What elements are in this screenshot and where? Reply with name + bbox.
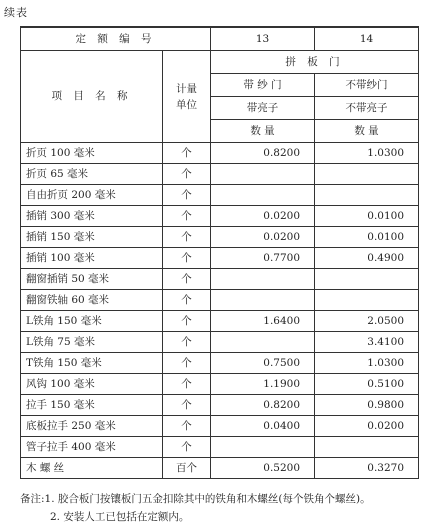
table-row (21, 374, 419, 395)
row-item-name: L铁角 75 毫米 (21, 332, 163, 353)
row-value-14 (315, 290, 419, 311)
row-unit: 百个 (163, 458, 211, 479)
row-value-13: 0.5200 (211, 458, 315, 479)
row-item-name: 翻窗铁轴 60 毫米 (21, 290, 163, 311)
row-value-14 (315, 269, 419, 290)
table-row (21, 269, 419, 290)
col14-quantity-label: 数 量 (315, 120, 419, 143)
row-item-name: L铁角 150 毫米 (21, 311, 163, 332)
table-row (21, 248, 419, 269)
table-row (21, 437, 419, 458)
quota-number-13: 13 (211, 27, 315, 51)
table-row (21, 416, 419, 437)
row-item-name: 插销 150 毫米 (21, 227, 163, 248)
row-unit: 个 (163, 311, 211, 332)
continued-label: 续表 (4, 6, 28, 19)
note-1: 备注:1. 胶合板门按镶板门五金扣除其中的铁角和木螺丝(每个铁角个螺丝)。 (20, 493, 371, 505)
col13-screen-door: 带 纱 门 (211, 74, 315, 97)
row-value-14: 0.5100 (315, 374, 419, 395)
row-item-name: 折页 65 毫米 (21, 164, 163, 185)
row-item-name: 拉手 150 毫米 (21, 395, 163, 416)
group-header-row (21, 51, 419, 74)
col13-quantity-label: 数 量 (211, 120, 315, 143)
row-value-14: 0.0100 (315, 227, 419, 248)
row-unit: 个 (163, 185, 211, 206)
row-unit: 个 (163, 143, 211, 164)
col13-transom: 带亮子 (211, 97, 315, 120)
row-unit: 个 (163, 332, 211, 353)
row-unit: 个 (163, 290, 211, 311)
notes (20, 490, 371, 526)
note-2: 2. 安装人工已包括在定额内。 (50, 511, 190, 523)
row-value-13 (211, 437, 315, 458)
unit-header-line2: 单位 (176, 98, 197, 111)
item-name-header: 项 目 名 称 (21, 51, 163, 143)
table-row (21, 185, 419, 206)
quota-number-row (21, 27, 419, 51)
table-row (21, 311, 419, 332)
row-unit: 个 (163, 395, 211, 416)
row-item-name: 翻窗插销 50 毫米 (21, 269, 163, 290)
table-row (21, 143, 419, 164)
row-item-name: 木 螺 丝 (21, 458, 163, 479)
row-value-13: 0.8200 (211, 143, 315, 164)
row-item-name: 风钩 100 毫米 (21, 374, 163, 395)
row-value-13 (211, 269, 315, 290)
row-unit: 个 (163, 206, 211, 227)
row-value-14: 0.4900 (315, 248, 419, 269)
row-value-14: 2.0500 (315, 311, 419, 332)
quota-number-label: 定 额 编 号 (21, 27, 211, 51)
row-value-13 (211, 185, 315, 206)
row-value-14 (315, 185, 419, 206)
row-value-14: 0.9800 (315, 395, 419, 416)
quota-number-14: 14 (315, 27, 419, 51)
row-value-13: 0.0400 (211, 416, 315, 437)
row-value-13 (211, 164, 315, 185)
row-value-14: 0.0200 (315, 416, 419, 437)
row-value-14 (315, 164, 419, 185)
row-value-13: 0.7500 (211, 353, 315, 374)
row-item-name: 自由折页 200 毫米 (21, 185, 163, 206)
unit-header-line1: 计量 (176, 82, 197, 95)
row-unit: 个 (163, 227, 211, 248)
table-row (21, 227, 419, 248)
row-unit: 个 (163, 248, 211, 269)
table-row (21, 458, 419, 479)
table-row (21, 353, 419, 374)
hardware-quota-table (20, 26, 419, 479)
row-unit: 个 (163, 269, 211, 290)
unit-header (163, 51, 211, 143)
row-value-13: 1.1900 (211, 374, 315, 395)
row-value-14: 3.4100 (315, 332, 419, 353)
row-unit: 个 (163, 416, 211, 437)
row-value-13: 0.0200 (211, 206, 315, 227)
row-item-name: 底板拉手 250 毫米 (21, 416, 163, 437)
table-row (21, 332, 419, 353)
table-row (21, 290, 419, 311)
row-value-13: 0.8200 (211, 395, 315, 416)
col14-no-screen-door: 不带纱门 (315, 74, 419, 97)
table-body (21, 143, 419, 479)
row-item-name: 插销 100 毫米 (21, 248, 163, 269)
row-value-13 (211, 290, 315, 311)
row-unit: 个 (163, 437, 211, 458)
row-value-14: 1.0300 (315, 353, 419, 374)
row-value-14 (315, 437, 419, 458)
row-value-13 (211, 332, 315, 353)
row-item-name: 插销 300 毫米 (21, 206, 163, 227)
row-unit: 个 (163, 374, 211, 395)
row-unit: 个 (163, 164, 211, 185)
row-value-13: 0.7700 (211, 248, 315, 269)
row-value-14: 0.0100 (315, 206, 419, 227)
row-unit: 个 (163, 353, 211, 374)
col14-no-transom: 不带亮子 (315, 97, 419, 120)
door-type-header: 拼 板 门 (211, 51, 419, 74)
table-row (21, 164, 419, 185)
row-item-name: 折页 100 毫米 (21, 143, 163, 164)
row-value-14: 0.3270 (315, 458, 419, 479)
row-item-name: T铁角 150 毫米 (21, 353, 163, 374)
row-value-13: 1.6400 (211, 311, 315, 332)
table-row (21, 206, 419, 227)
table-row (21, 395, 419, 416)
row-value-13: 0.0200 (211, 227, 315, 248)
row-item-name: 管子拉手 400 毫米 (21, 437, 163, 458)
row-value-14: 1.0300 (315, 143, 419, 164)
